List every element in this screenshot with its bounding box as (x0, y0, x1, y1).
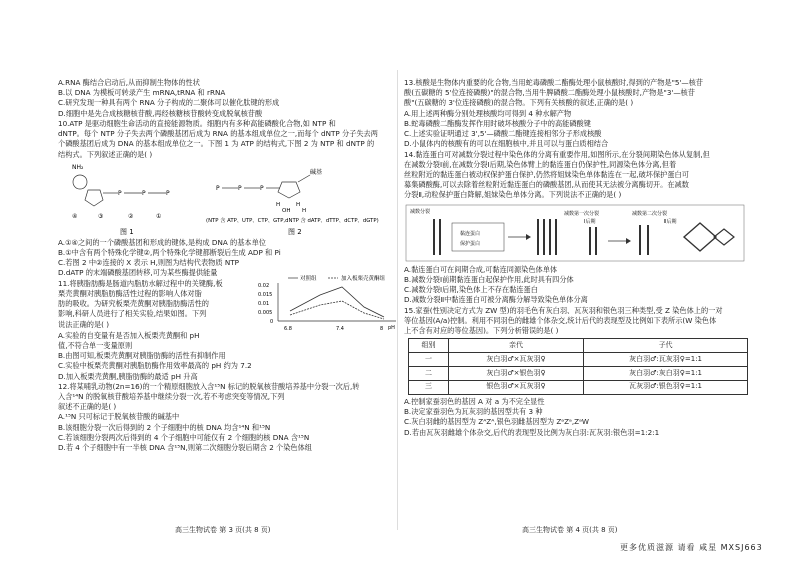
fig2-base-label: 碱基 (310, 168, 323, 176)
table-cell: 银色羽♂×瓦灰羽♀ (448, 380, 583, 394)
q15-stem-1: 15.家蚕(性别决定方式为 ZW 型)的羽毛色有灰白羽、瓦灰羽和银色羽三种类型,受 Z 染色体上的一对 (404, 305, 723, 315)
q13-option-d: D.小鼠体内的核酸有的可以在细胞核中,并且可以与蛋白质相结合 (404, 139, 609, 149)
table-row (409, 380, 748, 394)
q11-option-a-cont: 值,不符合单一变量原则 (58, 340, 133, 350)
q12-stem-1: 12.将某哺乳动物(2n=16)的一个精原细胞放入含¹⁵N 标记的脱氧核苷酸培养基中分裂一次后,转 (58, 381, 360, 391)
table-header-row (409, 339, 748, 353)
q14-stem-5: 分裂Ⅱ,动粒保护蛋白降解,姐妹染色单体分离。下列说法不正确的是( ) (404, 190, 622, 200)
q14-stem-2: 在减数分裂Ⅰ前,在减数分裂Ⅰ后期,染色体臂上的黏连蛋白仍保护性,同源染色体分离,但着 (404, 159, 677, 169)
fig2-h-label-2: H (296, 201, 301, 208)
q13-option-c: C.上述实验证明通过 3',5'—磷酸二酯键连接相邻分子形成核酸 (404, 129, 602, 139)
chart-legend-treated: 加入板栗壳黄酮组 (341, 275, 386, 282)
svg-text:P: P (142, 189, 146, 197)
q10-stem-4: 结构式。下列叙述正确的是( ) (58, 149, 153, 159)
fig2-h-label-1: H (276, 201, 281, 208)
q12-stem-2: 入含¹⁴N 的脱氧核苷酸培养基中继续分裂一次,若不考虑突变等情况,下列 (58, 391, 285, 401)
q11-stem-3: 肪的吸收。为研究板栗壳黄酮对胰脂肪酶活性的 (58, 299, 209, 309)
q14-option-b: B.减数分裂Ⅰ前期黏连蛋白起保护作用,此时具有四分体 (404, 274, 574, 284)
fig1-atp-structure (72, 164, 170, 236)
q11-ph-chart (256, 273, 404, 335)
q10-option-b: B.①中含有两个特殊化学键②,两个特殊化学键都断裂后生成 ADP 和 Pi (58, 247, 281, 257)
fig14-label-mii: 减数第二次分裂 (632, 210, 668, 217)
table-cell: 三 (409, 380, 449, 394)
fig1-caption: 图 1 (120, 227, 134, 236)
svg-text:P: P (238, 184, 242, 192)
svg-text:P: P (260, 184, 264, 192)
table-cell: 灰白羽♂×瓦灰羽♀ (448, 353, 583, 367)
fig14-label-aii: Ⅱ后期 (664, 218, 677, 225)
table-cell: 二 (409, 367, 449, 381)
q12-stem-3: 叙述不正确的是( ) (58, 402, 117, 412)
chromosome-group-2 (538, 219, 556, 255)
right-page-footer: 高三生物试卷 第 4 页(共 8 页) (522, 526, 618, 534)
q11-block (58, 275, 403, 332)
chart-ytick-4: 0 (270, 318, 274, 325)
q15-table (408, 338, 748, 395)
q15-option-d: D.若由瓦灰羽雌雄个体杂交,后代的表现型及比例为灰白羽:瓦灰羽:银色羽=1:2:1 (404, 427, 660, 437)
q11-stem-5: 说法正确的是( ) (58, 319, 110, 329)
q13-option-a: A.用上述两种酶分别处理核酸均可得到 4 种水解产物 (404, 108, 572, 118)
q14-stem-1: 14.黏连蛋白可对减数分裂过程中染色体的分离有重要作用,如图所示,在分裂间期染色体从复制,但 (404, 149, 710, 159)
chart-xtick-2: 8 (380, 325, 384, 332)
q15-option-b: B.决定家蚕羽色为瓦灰羽的基因型共有 3 种 (404, 407, 543, 417)
q10-option-d: D.dATP 的末端磷酸基团转移,可为某些酶提供能量 (58, 268, 218, 278)
q15-option-c: C.灰白羽雌的基因型为 ZᴬZᴬ,银色羽雌基因型为 ZᵃZᵃ,ZᵃW (404, 417, 589, 427)
svg-text:P: P (216, 184, 220, 192)
left-page (58, 78, 403, 453)
q11-option-c: C.实验中板栗壳黄酮对胰脂肪酶作用效率最高的 pH 约为 7.2 (58, 361, 252, 371)
q11-stem-4: 影响,科研人员进行了相关实验,结果如图。下列 (58, 309, 207, 319)
q12-option-b: B.该细胞分裂一次后得到的 2 个子细胞中的核 DNA 均含¹⁴N 和¹⁵N (58, 422, 271, 432)
meiosis-diagram (404, 201, 749, 265)
svg-text:P: P (166, 189, 170, 197)
table-row (409, 353, 748, 367)
q14-stem-4: 募集磷酸酶,可以去除着丝粒附近黏连蛋白的磷酸基团,从而使其无法被分离酶切开。在减数 (404, 180, 689, 190)
q13-stem-2: 酸(五碳糖的 5'位连接磷酸)"的混合物,当用牛脾磷酸二酯酶处理小鼠核酸时,产物是"3'—核苷 (404, 88, 695, 98)
chromosome-group-3 (590, 227, 596, 255)
chart-xlabel: pH (388, 324, 395, 331)
chart-ytick-0: 0.02 (258, 282, 270, 289)
q9-option-a: A.RNA 酶结合启动后,从而抑制生物体的性状 (58, 78, 200, 87)
table-cell: 灰白羽♂:灰白羽♀=1:1 (584, 367, 748, 381)
fig2-oh-label: OH (282, 207, 291, 214)
ribose-ring (85, 190, 103, 206)
q13-option-b: B.蛇毒磷酸二酯酶发挥作用时破坏核酸分子中的高能磷酸键 (404, 118, 591, 128)
q11-stem-2: 栗壳黄酮对胰脂肪酶活性过程的影响人体对脂 (58, 288, 202, 298)
fig1-label-3: ③ (98, 212, 104, 220)
fig1-label-1: ① (156, 212, 162, 220)
fig2-ntp-structure (206, 168, 379, 236)
q10-option-c: C.若图 2 中②连接的 X 表示 H,则图为结构代表物质 NTP (58, 258, 239, 268)
left-page-footer: 高三生物试卷 第 3 页(共 8 页) (175, 526, 271, 534)
q11-option-d: D.加入板栗壳黄酮,胰脂肪酶的最适 pH 升高 (58, 371, 198, 381)
q10-stem-1: 10.ATP 是驱动细胞生命活动的直接能源物质。细胞内有多种高能磷酸化合物,如 NTP 和 (58, 118, 336, 128)
q13-stem-1: 13.核酸是生物体内重要的化合物,当用蛇毒磷酸二酯酶处理小鼠核酸时,得到的产物是"5'—核苷 (404, 78, 703, 87)
q9-option-c: C.研究发现一种具有两个 RNA 分子构成的二聚体可以催化肽键的形成 (58, 98, 280, 108)
q14-option-c: C.减数分裂Ⅰ后期,染色体上不存在黏连蛋白 (404, 285, 538, 295)
table-header: 亲代 (448, 339, 583, 353)
q15-option-a: A.控制家蚕羽色的基因 A 对 a 为不完全显性 (404, 396, 545, 406)
table-row (409, 367, 748, 381)
q15-stem-3: 上不含有对应的等位基因)。下列分析错误的是( ) (404, 325, 559, 335)
fig14-label-protector: 保护蛋白 (460, 240, 481, 247)
chart-legend-control: 对照组 (300, 275, 317, 282)
fig14-label-cohesin: 黏连蛋白 (460, 230, 481, 237)
q14-figure (404, 201, 749, 265)
q12-option-d: D.若 4 个子细胞中有一半核 DNA 含¹⁵N,则第二次细胞分裂后期含 2 个染色体组 (58, 443, 312, 453)
sugar-ring (278, 182, 300, 198)
fig2-caption: 图 2 (288, 227, 302, 236)
q12-option-c: C.若该细胞分裂两次后得到的 4 个子细胞中可能仅有 2 个细胞的核 DNA 含¹⁵N (58, 432, 310, 442)
fig2-x-label: H (302, 207, 307, 214)
chart-ytick-1: 0.015 (258, 291, 273, 298)
fig1-label-2: ② (128, 212, 134, 220)
q14-stem-3: 丝粒附近的黏连蛋白被动权保护蛋白保护,仍然将姐妹染色单体黏连在一起,破坏保护蛋白可 (404, 169, 689, 179)
table-cell: 一 (409, 353, 449, 367)
chart-ytick-3: 0.005 (258, 309, 273, 316)
watermark-text: 更多优质滋源 请看 咸星 MXSJ663 (620, 543, 763, 552)
table-cell: 瓦灰羽♂:银色羽♀=1:1 (584, 380, 748, 394)
q11-option-b: B.由图可知,板栗壳黄酮对胰脂肪酶的活性有抑制作用 (58, 351, 226, 361)
table-header: 组别 (409, 339, 449, 353)
fig14-label-ai: Ⅰ后期 (584, 218, 596, 225)
adenine-ring (73, 175, 87, 189)
q14-option-a: A.黏连蛋白可在间期合成,可黏连同源染色体单体 (404, 264, 558, 274)
q10-stem-3: 个磷酸基团后成为 DNA 的基本组成单位之一。下图 1 为 ATP 的结构式,下图 2 为 NTP 和 dNTP 的 (58, 139, 375, 149)
q14-option-d: D.减数分裂Ⅱ中黏连蛋白可被分离酶分解导致染色单体分离 (404, 295, 588, 305)
chromosome-group-4 (640, 225, 648, 255)
chart-ytick-2: 0.01 (258, 300, 270, 307)
fig14-label-mi: 减数第一次分裂 (564, 210, 600, 217)
q9-option-b: B.以 DNA 为模板可转录产生 mRNA,tRNA 和 rRNA (58, 88, 226, 98)
q10-stem-2: dNTP。每个 NTP 分子失去两个磷酸基团后成为 RNA 的基本组成单位之一,而每个 dNTP 分子失去两 (58, 129, 378, 139)
svg-text:P: P (118, 189, 122, 197)
q15-stem-2: 等位基因(A/a)控制。利用不同羽色的雌雄个体杂交,统计后代的表现型及比例如下表所示(W 染色体 (404, 315, 717, 325)
fig14-label-meiosis: 减数分裂 (410, 208, 431, 215)
table-header: 子代 (584, 339, 748, 353)
fig2-note: (NTP 含 ATP、UTP、CTP、GTP,dNTP 含 dATP、dTTP、dCTP、dGTP) (206, 217, 379, 224)
table-cell: 灰白羽♂:瓦灰羽♀=1:1 (584, 353, 748, 367)
q10-option-a: A.①④之间的一个磷酸基团和形成的键体,是构成 DNA 的基本单位 (58, 237, 266, 247)
fig1-label-4: ④ (72, 212, 78, 220)
fig1-nh2-label: NH₂ (72, 163, 84, 171)
q12-option-a: A.¹⁵N 只可标记于脱氧核苷酸的碱基中 (58, 412, 180, 422)
chart-xtick-1: 7.4 (336, 325, 344, 332)
spindle-shape (684, 223, 716, 251)
q9-option-d: D.细胞中是先合成核糖核苷酸,再经核糖核苷酸转变成脱氧核苷酸 (58, 108, 263, 118)
q11-stem-1: 11.将胰脂肪酶是肠道内脂肪水解过程中的关键酶,板 (58, 278, 223, 288)
q10-figures (58, 160, 403, 238)
table-cell: 灰白羽♂×银色羽♀ (448, 367, 583, 381)
atp-structure-figures (58, 160, 403, 238)
q11-option-a: A.实验的自变量有是否加入板栗壳黄酮和 pH (58, 330, 200, 340)
right-page (404, 78, 749, 438)
chromosome-group-1 (434, 219, 440, 255)
chart-xtick-0: 6.8 (284, 325, 292, 332)
q13-stem-3: 酸"(五碳糖的 3'位连接磷酸)的混合物。下列有关核酸的叙述,正确的是( ) (404, 98, 634, 108)
